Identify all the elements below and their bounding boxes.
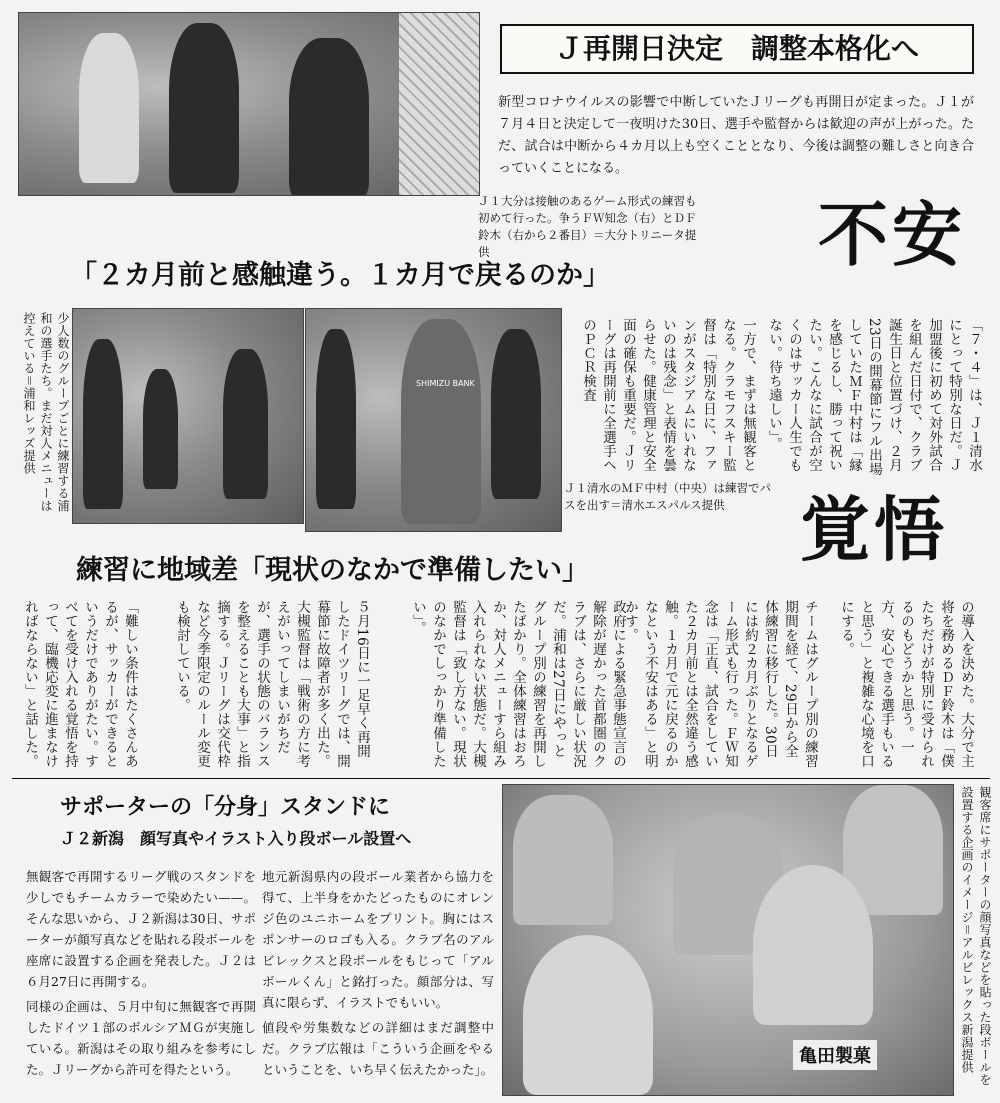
lower-column-4: ５月16日に一足早く再開したドイツリーグでは、開幕節に故障者が多く出た。大槻監督は「戦術の方に考えがいってしまいがちだが、選手の状態のバランスを整えることも大事」と指摘する。Ｊリーグは交代枠など今季限定のルール変更も検討している。	[174, 600, 370, 768]
cardboard-photo-caption: 観客席にサポーターの顔写真などを貼った段ボールを設置する企画のイメージ＝アルビレックス新潟提供	[960, 786, 992, 1086]
sub-paragraph-4: 値段や労集数などの詳細はまだ調整中だ。クラブ広報は「こういう企画をやるということを、いち早く伝えたかった」。	[262, 1020, 494, 1077]
sub-article-title: サポーターの「分身」スタンドに	[60, 795, 391, 820]
lower-column-5: 「難しい条件はたくさんあるが、サッカーができるというだけでありがたい。すべてを受け入れる覚悟を持って、臨機応変に進まなければならない」と話した。	[22, 600, 138, 768]
cardboard-cutout-photo	[502, 784, 954, 1096]
main-headline: Ｊ再開日決定 調整本格化へ	[500, 24, 974, 74]
sub-paragraph-3: 地元新潟県内の段ボール業者から協力を得て、上半身をかたどったものにオレンジ色のユニホームをプリント。胸にはスポンサーのロゴも入る。クラブ名のアルビレックスと段ボールをもじって「アルボールくん」と銘打った。顔部分は、写真に限らず、イラストでもいい。	[262, 869, 494, 1010]
lower-column-2: チームはグループ別の練習期間を経て、29日から全体練習に移行した。30日には約２カ月ぶりとなるゲーム形式も行った。ＦＷ知念は「正直、試合をしていた２カ月前とは全然違う感触。１カ月で元に戻るのかなという不安はある」と明かす。	[622, 600, 818, 768]
lead-paragraph: 新型コロナウイルスの影響で中断していたＪリーグも再開日が定まった。Ｊ１が７月４日と決定して一夜明けた30日、選手や監督からは歓迎の声が上がった。ただ、試合は中断から４カ月以上も空くこととなり、今後は調整の難しさと向き合っていくことになる。	[498, 95, 974, 176]
shirt-sponsor-text: SHIMIZU BANK	[416, 379, 475, 388]
urawa-photo-caption: 少人数のグループごとに練習する浦和の選手たち。まだ対人メニューは控えている＝浦和レッズ提供	[22, 312, 70, 512]
shimizu-photo-caption: Ｊ１清水のＭＦ中村（中央）は練習でパスを出す＝清水エスパルス提供	[564, 481, 771, 512]
kanji-kakugo: 覚悟	[800, 488, 948, 571]
subhead-anxiety: 「２カ月前と感触違う。１カ月で戻るのか」	[70, 260, 610, 291]
oita-training-photo	[18, 12, 480, 196]
lower-column-3: 政府による緊急事態宣言の解除が遅かった首都圏のクラブは、さらに厳しい状況だ。浦和は27日にやっとグループ別の練習を再開したばかり。全体練習はおろか、対人メニューすら組み入れられない状態だ。大槻監督は「致し方ない。現状のなかでしっかり準備したい」。	[410, 600, 626, 768]
urawa-training-photo	[72, 308, 304, 524]
sub-article-left-column	[26, 866, 256, 1080]
middle-column-1: 「７・４」は、Ｊ１清水にとって特別な日だ。Ｊ加盟後に初めて対外試合を組んだ日付で、クラブ誕生日と位置づけ、２月23日の開幕節にフル出場していたＭＦ中村は「縁を感じるし、勝って祝いたい。こんなに試合が空くのはサッカー人生でもない。待ち遠しい」。	[766, 318, 982, 477]
sub-article-right-column	[262, 866, 494, 1080]
kanji-fuan: 不安	[818, 193, 966, 276]
sub-paragraph-2: 同様の企画は、５月中旬に無観客で再開したドイツ１部のボルシアＭＧが実施している。新潟はその取り組みを参考にした。Ｊリーグから許可を得たという。	[26, 999, 256, 1077]
section-divider	[12, 778, 990, 779]
lower-column-1: の導入を決めた。大分で主将を務めるＤＦ鈴木は「僕たちだけが特別に受けられるのもどうかと思う。一方、安心できる選手もいると思う」と複雑な心境を口にする。	[838, 600, 974, 768]
sponsor-logo-text: 亀田製菓	[793, 1040, 877, 1070]
sub-article-subtitle: Ｊ２新潟 顔写真やイラスト入り段ボール設置へ	[60, 829, 412, 848]
shimizu-training-photo	[305, 308, 562, 532]
middle-column-2: 一方で、まずは無観客となる。クラモフスキー監督は「特別な日に、ファンがスタジアムにいれないのは残念」と表情を曇らせた。健康管理と安全面の確保も重要だ。Ｊリーグは再開前に全選手へのＰＣＲ検査	[580, 318, 756, 472]
sub-paragraph-1: 無観客で再開するリーグ戦のスタンドを少しでもチームカラーで染めたい——。そんな思いから、Ｊ２新潟は30日、サポーターが顔写真などを貼れる段ボールを座席に設置する企画を発表した。Ｊ２は６月27日に再開する。	[26, 869, 256, 989]
subhead-regional-gap: 練習に地域差「現状のなかで準備したい」	[76, 555, 589, 586]
oita-photo-caption: Ｊ１大分は接触のあるゲーム形式の練習も初めて行った。争うＦＷ知念（右）とＤＦ鈴木（右から２番目）＝大分トリニータ提供	[478, 194, 697, 259]
